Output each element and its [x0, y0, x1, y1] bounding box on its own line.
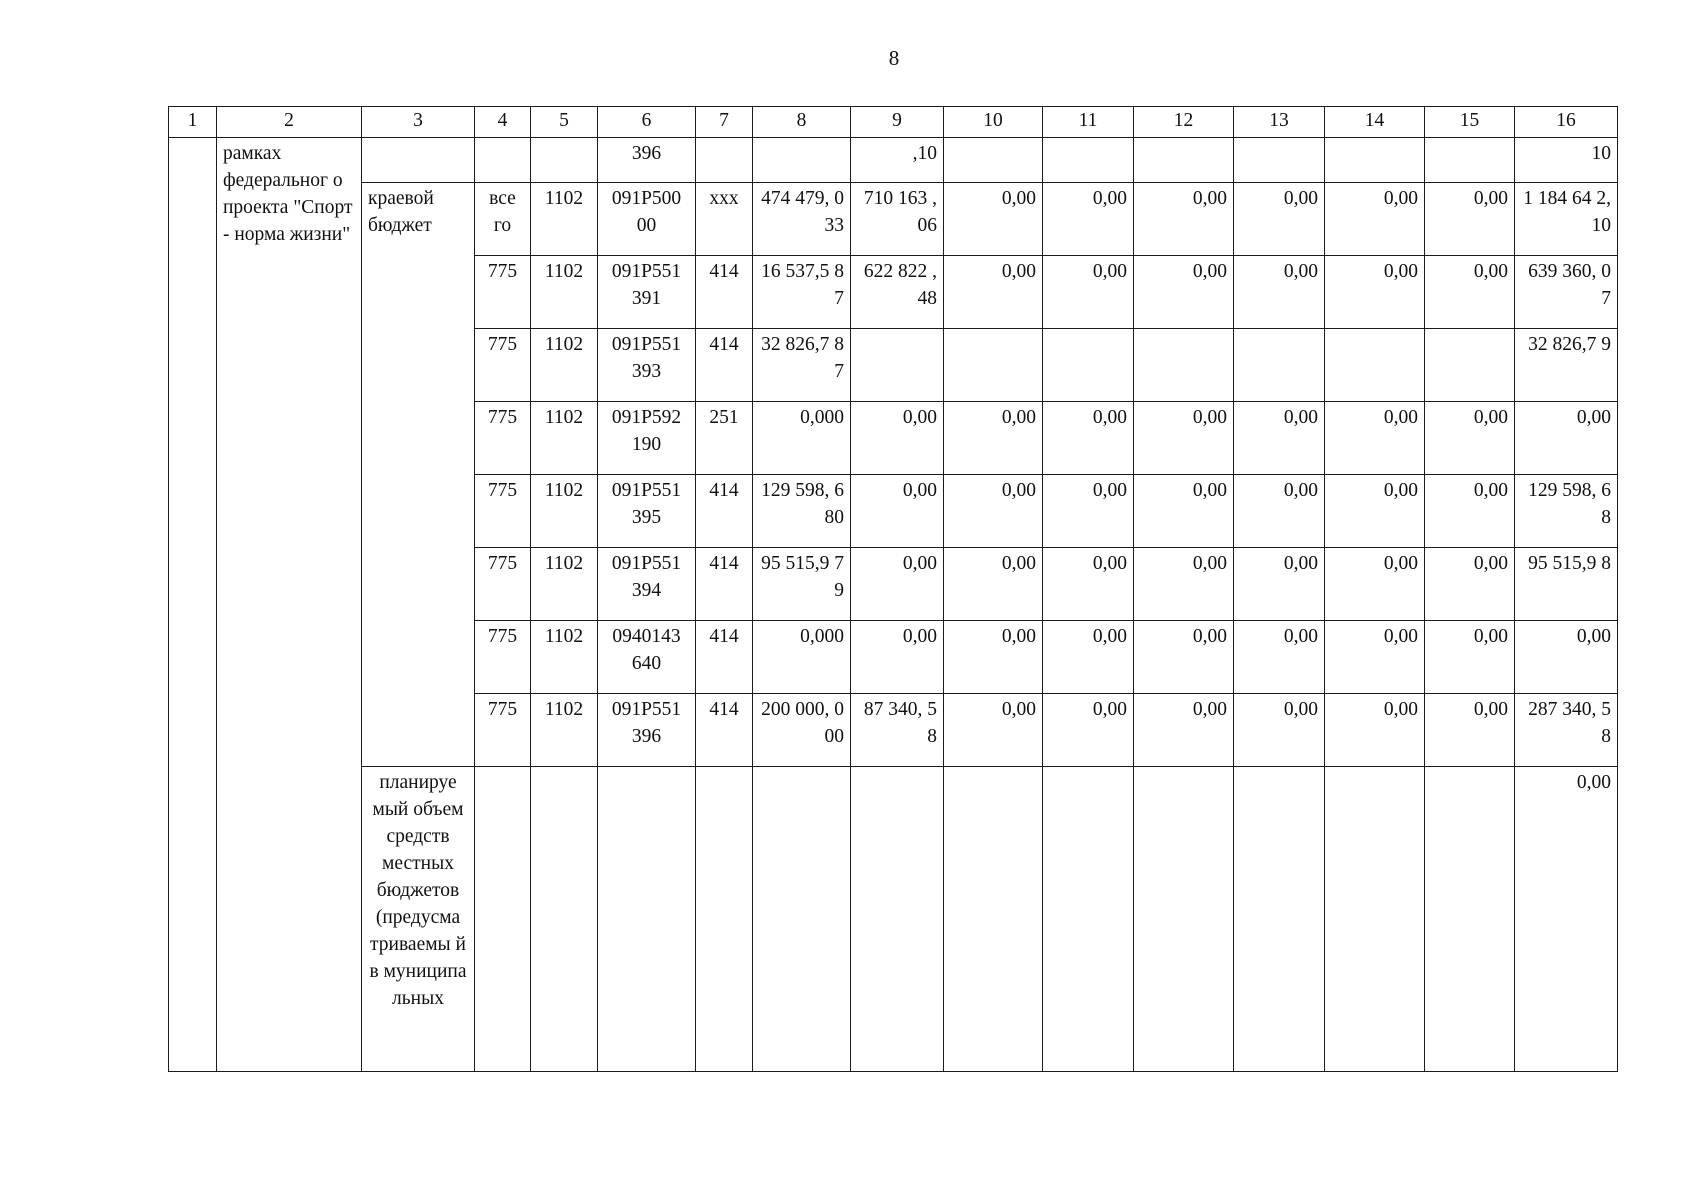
table-cell: 474 479, 033 — [753, 183, 851, 256]
table-cell: 091Р551 395 — [598, 475, 696, 548]
table-cell: 091Р551 393 — [598, 329, 696, 402]
table-cell — [944, 329, 1043, 402]
table-cell: 0,00 — [851, 548, 944, 621]
table-cell: 1102 — [531, 183, 598, 256]
table-cell: 775 — [475, 256, 531, 329]
table-cell: 1102 — [531, 329, 598, 402]
table-cell — [1325, 329, 1425, 402]
table-cell: 0,00 — [1043, 402, 1134, 475]
table-cell: 0,00 — [1043, 621, 1134, 694]
table-cell: 251 — [696, 402, 753, 475]
table-cell — [1234, 329, 1325, 402]
header-cell: 12 — [1134, 107, 1234, 138]
table-cell: 775 — [475, 621, 531, 694]
table-cell: 0,00 — [1425, 621, 1515, 694]
table-cell — [1043, 138, 1134, 183]
table-cell — [1325, 138, 1425, 183]
table-cell: 091Р551 394 — [598, 548, 696, 621]
table-cell: 414 — [696, 548, 753, 621]
header-cell: 3 — [362, 107, 475, 138]
header-row — [169, 107, 1618, 138]
table-cell — [1425, 329, 1515, 402]
table-cell: 0,00 — [944, 256, 1043, 329]
table-cell: 0,00 — [1134, 183, 1234, 256]
table-cell: 0,00 — [1425, 548, 1515, 621]
table-cell: 0,00 — [851, 475, 944, 548]
table-cell: 775 — [475, 329, 531, 402]
table-cell: 414 — [696, 256, 753, 329]
table-cell: 0,00 — [1515, 621, 1618, 694]
table-cell — [1234, 767, 1325, 1072]
table-cell: 0,00 — [1043, 256, 1134, 329]
table-cell: 091Р592 190 — [598, 402, 696, 475]
table-cell: 0,00 — [1043, 183, 1134, 256]
table-cell — [944, 767, 1043, 1072]
table-cell — [753, 767, 851, 1072]
table-cell: 0940143 640 — [598, 621, 696, 694]
table-cell: 0,00 — [1515, 402, 1618, 475]
table-cell: 0,00 — [1325, 548, 1425, 621]
col1-cell — [169, 138, 217, 1072]
table-cell — [1134, 767, 1234, 1072]
header-cell: 2 — [217, 107, 362, 138]
table-cell: ,10 — [851, 138, 944, 183]
table-cell: 1102 — [531, 475, 598, 548]
table-cell: 0,00 — [1234, 475, 1325, 548]
table-cell: 091Р551 391 — [598, 256, 696, 329]
table-cell: 0,00 — [851, 402, 944, 475]
table-cell: 414 — [696, 475, 753, 548]
table-cell: 0,00 — [1234, 621, 1325, 694]
table-cell: 775 — [475, 548, 531, 621]
table-cell: 0,00 — [1325, 475, 1425, 548]
header-cell: 13 — [1234, 107, 1325, 138]
table-cell — [851, 767, 944, 1072]
table-cell: 0,00 — [1515, 767, 1618, 1072]
table-row — [169, 183, 1618, 256]
table-cell: 0,00 — [1325, 183, 1425, 256]
table-cell: 0,00 — [944, 548, 1043, 621]
header-cell: 11 — [1043, 107, 1134, 138]
table-cell: 0,00 — [1425, 475, 1515, 548]
table-row — [169, 138, 1618, 183]
table-cell — [475, 138, 531, 183]
table-cell: 0,00 — [1234, 183, 1325, 256]
table-cell: все го — [475, 183, 531, 256]
table-cell — [1043, 329, 1134, 402]
table-cell: 0,00 — [944, 402, 1043, 475]
table-cell — [1234, 138, 1325, 183]
table-cell: 0,000 — [753, 621, 851, 694]
table-cell — [1134, 329, 1234, 402]
table-cell — [1425, 138, 1515, 183]
table-cell: 1102 — [531, 621, 598, 694]
table-cell: 396 — [598, 138, 696, 183]
header-cell: 8 — [753, 107, 851, 138]
table-cell: 200 000, 000 — [753, 694, 851, 767]
table-cell: 0,00 — [1134, 548, 1234, 621]
table-cell: 0,00 — [1325, 694, 1425, 767]
table-cell: 1102 — [531, 256, 598, 329]
table-cell: 0,00 — [1425, 183, 1515, 256]
table-cell: 775 — [475, 694, 531, 767]
table-cell: 0,00 — [1134, 475, 1234, 548]
header-cell: 6 — [598, 107, 696, 138]
table-cell — [531, 767, 598, 1072]
table-cell: 091Р551 396 — [598, 694, 696, 767]
table-cell — [1425, 767, 1515, 1072]
table-cell: 1 184 64 2,10 — [1515, 183, 1618, 256]
table-cell: 87 340, 58 — [851, 694, 944, 767]
table-cell: 0,00 — [944, 621, 1043, 694]
table-cell: 10 — [1515, 138, 1618, 183]
table-cell: 0,00 — [1134, 621, 1234, 694]
table-row — [169, 767, 1618, 1072]
table-cell: 16 537,5 87 — [753, 256, 851, 329]
table-cell: 0,00 — [1425, 694, 1515, 767]
table-cell: 0,00 — [1134, 402, 1234, 475]
table-cell: 0,00 — [1043, 475, 1134, 548]
table-cell — [1325, 767, 1425, 1072]
table-cell — [753, 138, 851, 183]
header-cell: 15 — [1425, 107, 1515, 138]
header-cell: 7 — [696, 107, 753, 138]
table-cell: 287 340, 58 — [1515, 694, 1618, 767]
table-cell: 0,00 — [1134, 256, 1234, 329]
table-cell — [362, 138, 475, 183]
table-cell — [598, 767, 696, 1072]
table-cell — [475, 767, 531, 1072]
table-cell: 0,00 — [944, 694, 1043, 767]
table-cell — [531, 138, 598, 183]
table-cell — [1134, 138, 1234, 183]
header-cell: 4 — [475, 107, 531, 138]
budget-table — [168, 106, 1618, 1072]
table-cell: 0,00 — [1325, 402, 1425, 475]
table-cell: 414 — [696, 329, 753, 402]
table-cell: 710 163 ,06 — [851, 183, 944, 256]
table-cell: 0,00 — [1043, 694, 1134, 767]
table-cell — [1043, 767, 1134, 1072]
table-cell: 0,00 — [944, 475, 1043, 548]
table-cell: 1102 — [531, 402, 598, 475]
header-cell: 1 — [169, 107, 217, 138]
table-cell: 1102 — [531, 694, 598, 767]
header-cell: 14 — [1325, 107, 1425, 138]
table-cell: 414 — [696, 621, 753, 694]
table-cell: 0,00 — [1043, 548, 1134, 621]
table-cell: 95 515,9 79 — [753, 548, 851, 621]
header-cell: 9 — [851, 107, 944, 138]
table-cell: 775 — [475, 475, 531, 548]
table-cell: 639 360, 07 — [1515, 256, 1618, 329]
table-cell: 32 826,7 87 — [753, 329, 851, 402]
table-cell — [696, 767, 753, 1072]
table-cell: 0,00 — [1325, 256, 1425, 329]
page-number: 8 — [888, 46, 900, 70]
table-cell: 0,00 — [944, 183, 1043, 256]
table-cell: 0,00 — [1234, 694, 1325, 767]
table-cell: 0,000 — [753, 402, 851, 475]
table-cell: 129 598, 68 — [1515, 475, 1618, 548]
table-cell: 0,00 — [1425, 402, 1515, 475]
table-cell — [944, 138, 1043, 183]
table-cell: 1102 — [531, 548, 598, 621]
funding-source-cell: краевой бюджет — [362, 183, 475, 767]
header-cell: 10 — [944, 107, 1043, 138]
table-cell: 95 515,9 8 — [1515, 548, 1618, 621]
table-cell: 0,00 — [1234, 256, 1325, 329]
table-cell: 129 598, 680 — [753, 475, 851, 548]
table-cell: 091Р500 00 — [598, 183, 696, 256]
table-cell: 0,00 — [1134, 694, 1234, 767]
event-name-cell: рамках федеральног о проекта "Спорт - норма жизни" — [217, 138, 362, 1072]
table-cell: ххх — [696, 183, 753, 256]
table-cell — [851, 329, 944, 402]
header-cell: 5 — [531, 107, 598, 138]
table-cell: 622 822 ,48 — [851, 256, 944, 329]
header-cell: 16 — [1515, 107, 1618, 138]
table-cell: 775 — [475, 402, 531, 475]
table-cell: 32 826,7 9 — [1515, 329, 1618, 402]
table-cell: 0,00 — [1425, 256, 1515, 329]
table-cell — [696, 138, 753, 183]
table-cell: 0,00 — [1325, 621, 1425, 694]
funding-source-cell: планируе мый объем средств местных бюджетов (предусма триваемы й в муниципа льных — [362, 767, 475, 1072]
table-cell: 0,00 — [1234, 548, 1325, 621]
table-cell: 0,00 — [1234, 402, 1325, 475]
table-cell: 414 — [696, 694, 753, 767]
table-cell: 0,00 — [851, 621, 944, 694]
